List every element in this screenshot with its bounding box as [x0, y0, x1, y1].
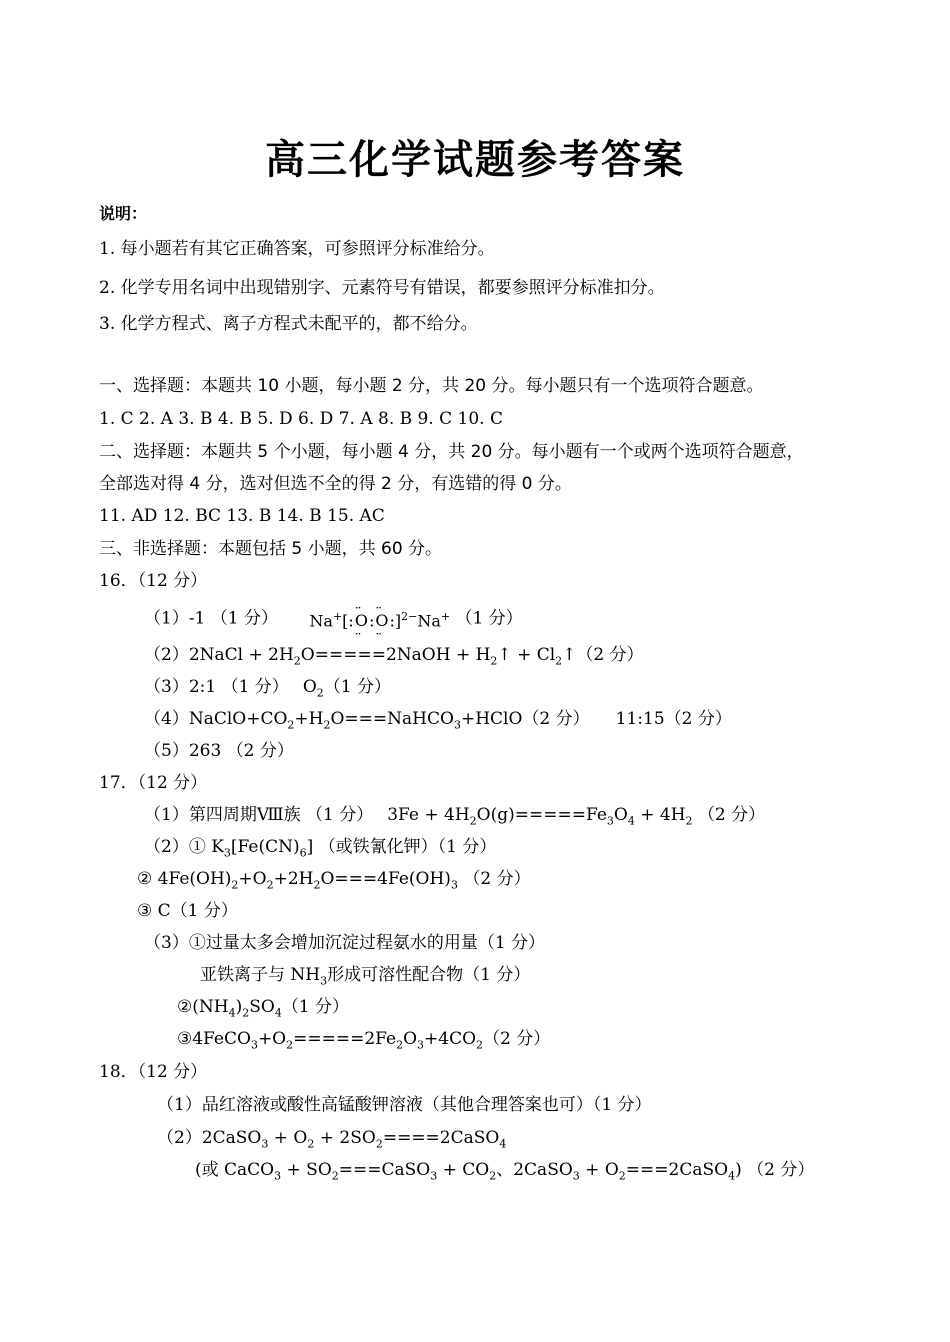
section2-heading-line1: 二、选择题：本题共 5 个小题，每小题 4 分，共 20 分。每小题有一个或两个选项符合题意，	[99, 442, 804, 462]
q18-part2-alt: (或 CaCO$_3$ + $SO_2===CaSO_3 + CO_2$、2CaSO$_3$ + $O_2===2CaSO_4$) （2 分）	[195, 1160, 815, 1183]
q16-part2: （2）2NaCl + $2H_2O=====2NaOH$ + $H_2↑$ + $Cl_2↑(2$ 分）	[144, 645, 644, 668]
q17-part3-c: $②(NH_4)_2SO_4(1$ 分）	[177, 997, 350, 1020]
sodium-peroxide-electron-formula: Na+[:·· O ··:·· O ··:]$^{2-}$Na+	[309, 605, 450, 633]
note-item-1: 1. 每小题若有其它正确答案，可参照评分标准给分。	[99, 239, 495, 259]
q17-part2: （2）① $K_3[Fe(CN)_6]$ （或铁氰化钾）（1 分）	[144, 837, 497, 860]
q17-part3-b: 亚铁离子与 $NH_3$形成可溶性配合物（1 分）	[200, 965, 531, 988]
q17-part1: （1）第四周期Ⅷ族 （1 分） $3Fe + 4H_2O(g)=====Fe_3O_4 + 4H_2$ （2 分）	[144, 805, 766, 828]
section3-heading: 三、非选择题：本题包括 5 小题，共 60 分。	[99, 539, 443, 559]
q16-part5: （5）263 （2 分）	[144, 741, 294, 761]
notes-heading: 说明：	[99, 204, 148, 223]
q18-header: 18．（12 分）	[99, 1062, 208, 1082]
q17-part3-d: $③4FeCO_3+O_2=====2Fe_2O_3+4CO_2(2$ 分）	[177, 1029, 551, 1052]
q17-header: 17．（12 分）	[99, 773, 208, 793]
note-item-2: 2. 化学专用名词中出现错别字、元素符号有错误，都要参照评分标准扣分。	[99, 278, 665, 298]
section2-answers: 11. AD 12. BC 13. B 14. B 15. AC	[99, 506, 385, 526]
page-title: 高三化学试题参考答案	[265, 136, 685, 183]
note-item-3: 3. 化学方程式、离子方程式未配平的，都不给分。	[99, 314, 478, 334]
q17-part2-b: ② $4Fe(OH)_2+O_2+2H_2O===4Fe(OH)_3$ （2 分）	[137, 869, 531, 892]
q16-part4: $(4)NaClO+CO_2+H_2O===NaHCO_3+HClO(2$ 分） 11:15（2 分）	[144, 709, 732, 732]
q18-part2: （2）2CaSO$_3$ + $O_2$ + $2SO_2====2CaSO_4$	[157, 1128, 507, 1151]
q17-part2-c: ③ C（1 分）	[137, 901, 238, 921]
q17-part3-a: （3）①过量太多会增加沉淀过程氨水的用量（1 分）	[144, 933, 546, 953]
section2-heading-line2: 全部选对得 4 分，选对但选不全的得 2 分，有选错的得 0 分。	[99, 474, 572, 494]
section1-answers: 1. C 2. A 3. B 4. B 5. D 6. D 7. A 8. B 9. C 10. C	[99, 409, 503, 429]
q18-part1: （1）品红溶液或酸性高锰酸钾溶液（其他合理答案也可）（1 分）	[157, 1095, 652, 1115]
q16-part1: （1）-1 （1 分） Na+[:·· O ··:·· O ··:]$^{2-}$Na+ （1 分）	[144, 605, 523, 633]
section1-heading: 一、选择题：本题共 10 小题，每小题 2 分，共 20 分。每小题只有一个选项符合题意。	[99, 376, 764, 396]
q16-part3: （3）2:1 （1 分） $O_2(1$ 分）	[144, 677, 391, 700]
q16-header: 16．（12 分）	[99, 571, 208, 591]
